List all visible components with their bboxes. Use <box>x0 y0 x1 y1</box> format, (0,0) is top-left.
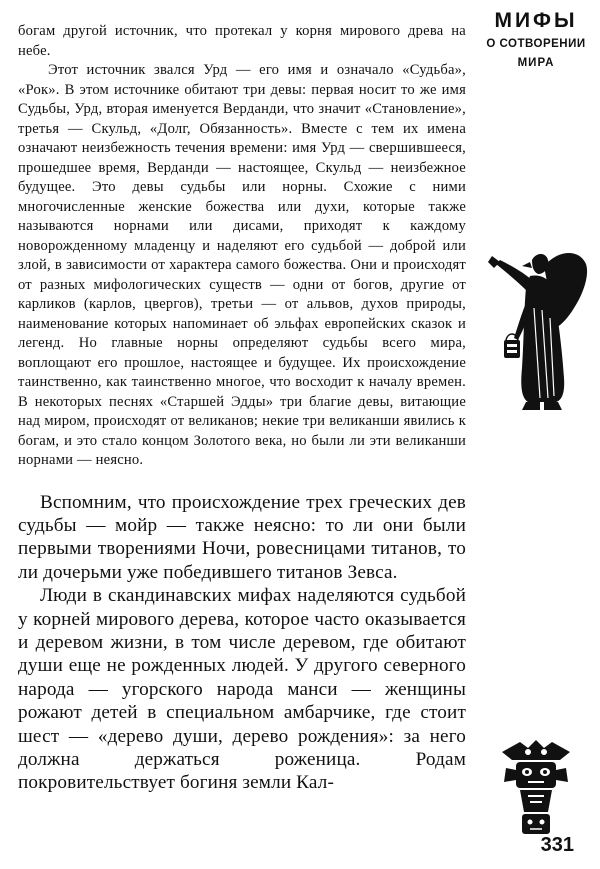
title-subtitle: МИРА <box>517 57 555 69</box>
title-subtitle: О СОТВОРЕНИИ <box>486 38 586 50</box>
paragraph: Люди в скандинавских мифах наделяются судьбой у корней мирового дерева, которое часто оказывается и деревом жизни, в том числе деревом, где обитают души еще не рожденных людей. У другого северного народа — угорского народа манси — женщины рожают детей в специальном амбарчике, где стоит шест — «дерево души, дерево рождения»: за него должна держаться роженица. Родам покровительствует богиня земли Кал- <box>18 585 466 794</box>
winged-genius-figure-icon <box>482 238 592 418</box>
totem-pole-figure-icon <box>500 738 572 838</box>
paragraph: Вспомним, что происхождение трех греческих дев судьбы — мойр — также неясно: то ли они были первыми творениями Ночи, ровесницами титанов, то ли дочерьми уже победившего титанов Зевса. <box>18 491 466 583</box>
paragraph: богам другой источник, что протекал у корня мирового древа на небе. <box>18 23 466 59</box>
main-text-column <box>18 22 466 795</box>
section-title <box>480 8 592 72</box>
side-column <box>480 8 592 863</box>
paragraph: Этот источник звался Урд — его имя и означало «Судьба», «Рок». В этом источнике обитают три девы: первая носит то же имя Судьбы, Урд, вторая именуется Верданди, что значит «Становление», третья — Скульд, «Долг, Обязанность». Вместе с тем их имена означают неизбежность течения времени: имя Урд — свершившееся, прошедшее время, Верданди — настоящее, Скульд — неизбежное будущее. Это девы судьбы или норны. Схожие с ними многочисленные женские божества или духи, которые также называются норнами или дисами, приходят к каждому новорожденному младенцу и наделяют его судьбой — доброй или злой, в зависимости от характера самого божества. Они и происходят от разных мифологических существ — одни от богов, другие от карликов (карлов, цвергов), третьи — от альвов, духов природы, наименование которых напоминает об эльфах европейских сказок и легенд. Но главные норны определяют судьбы всего мира, воплощают его прошлое, настоящее и будущее. Их происхождение таинственно, как таинственно многое, что восходит к началу времен. В некоторых песнях «Старшей Эдды» три благие девы, витающие над миром, происходят от великанов; некие три великанши явились к богам, и это стало концом Золотого века, но были ли эти великанши норнами — неясно. <box>18 62 466 468</box>
large-print-section <box>18 491 466 795</box>
title-main: МИФЫ <box>494 9 578 32</box>
small-print-section <box>18 22 466 471</box>
page-number: 331 <box>540 834 574 856</box>
